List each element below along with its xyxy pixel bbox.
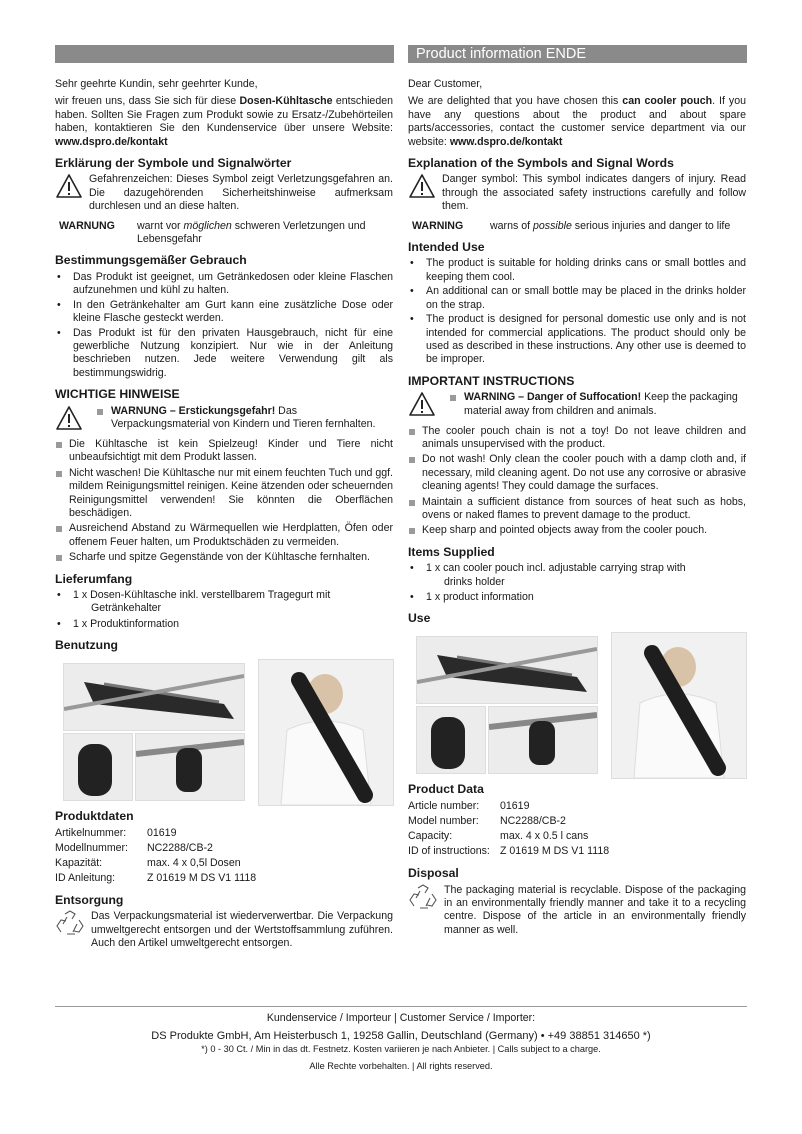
signal-emphasis: possible xyxy=(532,219,572,232)
suffocation-warning xyxy=(446,391,746,421)
product-data-row xyxy=(408,814,746,829)
warning-text: Keep the packaging material away from children and animals. xyxy=(464,391,738,417)
product-photo-open xyxy=(63,663,245,731)
warning-label: WARNUNG – Erstickungsgefahr! xyxy=(111,404,276,417)
supplied-line: 1 x Dosen-Kühltasche inkl. verstellbarem Tragegurt mit xyxy=(73,589,331,601)
disposal-heading: Entsorgung xyxy=(55,893,124,908)
product-data-heading: Produktdaten xyxy=(55,808,134,823)
recycle-icon xyxy=(55,910,91,950)
header-bar-left xyxy=(55,45,394,63)
header-bar-right xyxy=(408,45,747,63)
data-key: Modellnummer: xyxy=(55,842,129,855)
usage-heading: Benutzung xyxy=(55,638,118,653)
intended-use-list xyxy=(408,257,746,366)
list-item: Nicht waschen! Die Kühltasche nur mit einem feuchten Tuch und ggf. mildem Reinigungsmittel reinigen. Keine ätzenden oder scheuernden Reinigungsmittel verwenden! Sie könnten die Oberflächen beschädigen. xyxy=(55,467,393,521)
data-value: NC2288/CB-2 xyxy=(147,842,213,855)
list-item: • Das Produkt ist geeignet, um Getränkedosen oder kleine Flaschen aufzunehmen und kühl zu halten. xyxy=(55,271,393,298)
intro-text xyxy=(408,95,746,149)
contact-url[interactable]: www.dspro.de/kontakt xyxy=(55,135,168,148)
data-value: Z 01619 M DS V1 1118 xyxy=(500,845,610,858)
data-value: max. 4 x 0,5l Dosen xyxy=(147,857,241,870)
list-item: • In den Getränkehalter am Gurt kann eine zusätzliche Dose oder kleine Flasche gesteckt werden. xyxy=(55,299,393,326)
disposal-text: The packaging material is recyclable. Dispose of the packaging in an environmentally friendly manner and take it to a recycling centre. Dispose of the article in an environmentally friendly manner as well. xyxy=(444,883,746,936)
list-item: Scharfe und spitze Gegenstände von der Kühltasche fernhalten. xyxy=(55,551,393,564)
signal-description xyxy=(490,220,746,233)
signal-word: WARNUNG xyxy=(59,219,115,232)
intro-part: . If you have any questions about the product and about spare parts/accessories, contact the customer service department via our website: xyxy=(408,95,746,148)
list-item: Maintain a sufficient distance from sources of heat such as hobs, ovens or naked flames to prevent damage to the product. xyxy=(408,496,746,523)
intended-use-heading: Intended Use xyxy=(408,240,485,255)
warning-label: WARNING – Danger of Suffocation! xyxy=(464,391,642,404)
footer-address xyxy=(0,1030,802,1042)
footer-rights: Alle Rechte vorbehalten. | All rights reserved. xyxy=(309,1061,493,1071)
list-item: • 1 x Produktinformation xyxy=(55,618,393,631)
usage-heading: Use xyxy=(408,611,431,626)
intro-product: can cooler pouch xyxy=(622,95,713,108)
data-key: ID Anleitung: xyxy=(55,872,116,885)
supplied-list xyxy=(55,589,393,631)
symbols-heading: Explanation of the Symbols and Signal Words xyxy=(408,156,674,171)
list-item: The cooler pouch chain is not a toy! Do not leave children and animals unsupervised with the product. xyxy=(408,425,746,452)
list-item xyxy=(55,589,393,616)
signal-description xyxy=(137,220,393,247)
data-value: Z 01619 M DS V1 1118 xyxy=(147,872,257,885)
footer-divider xyxy=(55,1006,747,1007)
product-data-row xyxy=(408,799,746,814)
page-title: Product information ENDE xyxy=(416,46,587,62)
important-heading: WICHTIGE HINWEISE xyxy=(55,387,180,402)
product-photo-pouch xyxy=(416,706,486,774)
contact-url[interactable]: www.dspro.de/kontakt xyxy=(449,135,563,148)
danger-symbol-text: Gefahrenzeichen: Dieses Symbol zeigt Verletzungsgefahren an. Die dazugehörenden Sicherheitshinweise aufmerksam durchlesen und an diese halten. xyxy=(89,173,393,213)
danger-symbol-text: Danger symbol: This symbol indicates dangers of injury. Read through the associated safety instructions carefully and follow them. xyxy=(442,173,746,213)
product-photo-pouch xyxy=(63,733,133,801)
supplied-heading: Lieferumfang xyxy=(55,571,133,586)
signal-word: WARNING xyxy=(412,219,464,232)
intended-use-heading: Bestimmungsgemäßer Gebrauch xyxy=(55,253,247,268)
signal-part: warnt vor xyxy=(137,219,184,232)
signal-emphasis: möglichen xyxy=(183,219,232,232)
list-item xyxy=(408,562,746,589)
product-data-row xyxy=(55,841,393,856)
supplied-line: drinks holder xyxy=(444,575,505,588)
signal-part: schweren Verletzungen und Lebensgefahr xyxy=(137,219,366,246)
data-key: ID of instructions: xyxy=(408,845,490,858)
product-photo-holder xyxy=(488,706,598,774)
column-de xyxy=(55,78,393,951)
data-value: NC2288/CB-2 xyxy=(500,815,566,828)
usage-photos xyxy=(55,659,393,804)
supplied-line: 1 x can cooler pouch incl. adjustable carrying strap with xyxy=(426,562,686,575)
signal-part: serious injuries and danger to life xyxy=(571,219,731,232)
product-data-row xyxy=(408,844,746,859)
disposal-heading: Disposal xyxy=(408,866,459,881)
warning-triangle-icon xyxy=(55,405,93,435)
intended-use-list xyxy=(55,271,393,380)
product-data-row xyxy=(408,829,746,844)
list-item: • An additional can or small bottle may be placed in the drinks holder on the strap. xyxy=(408,285,746,312)
product-data-row xyxy=(55,826,393,841)
column-en xyxy=(408,78,746,937)
recycle-icon xyxy=(408,884,444,938)
list-item: • The product is designed for personal domestic use only and is not intended for commercial applications. The product should only be used as described in these instructions. Any other use is deemed to be improper. xyxy=(408,313,746,367)
product-data-row xyxy=(55,871,393,886)
greeting: Sehr geehrte Kundin, sehr geehrter Kunde, xyxy=(55,78,258,90)
data-value: 01619 xyxy=(147,827,177,840)
intro-part: entschieden haben. Sollten Sie Fragen zum Produkt sowie zu Ersatz-/Zubehörteilen haben, kontaktieren Sie den Kundenservice über unsere Website: xyxy=(55,95,394,135)
list-item: Ausreichend Abstand zu Wärmequellen wie Herdplatten, Öfen oder offenem Feuer halten, um Produktschäden zu vermeiden. xyxy=(55,522,393,549)
data-key: Model number: xyxy=(408,815,479,828)
footer-address-text: DS Produkte GmbH, Am Heisterbusch 1, 19258 Gallin, Deutschland (Germany) • +49 38851 314650 *) xyxy=(151,1030,651,1042)
product-data-heading: Product Data xyxy=(408,781,484,796)
warning-triangle-icon xyxy=(408,391,446,421)
product-data-row xyxy=(55,856,393,871)
intro-text xyxy=(55,95,393,149)
product-photo-worn xyxy=(258,659,394,806)
data-key: Capacity: xyxy=(408,830,453,843)
intro-part: wir freuen uns, dass Sie sich für diese xyxy=(55,95,240,108)
data-key: Artikelnummer: xyxy=(55,827,127,840)
footer-service-line: Kundenservice / Importeur | Customer Service / Importer: xyxy=(266,1012,536,1024)
supplied-heading: Items Supplied xyxy=(408,544,495,559)
list-item: Die Kühltasche ist kein Spielzeug! Kinder und Tiere nicht unbeaufsichtigt mit dem Produkt lassen. xyxy=(55,438,393,465)
warning-text: Das Verpackungsmaterial von Kindern und Tieren fernhalten. xyxy=(111,404,376,430)
suffocation-warning xyxy=(93,405,393,435)
warning-triangle-icon xyxy=(55,173,89,203)
signal-part: warns of xyxy=(490,219,533,232)
footer-note: *) 0 - 30 Ct. / Min in das dt. Festnetz. Kosten variieren je nach Anbieter. | Calls subject to a charge. xyxy=(201,1044,601,1054)
product-photo-open xyxy=(416,636,598,704)
list-item: • The product is suitable for holding drinks cans or small bottles and keeping them cool. xyxy=(408,257,746,284)
intro-part: We are delighted that you have chosen this xyxy=(408,95,623,108)
supplied-line: Getränkehalter xyxy=(91,602,162,615)
product-photo-holder xyxy=(135,733,245,801)
data-key: Article number: xyxy=(408,800,480,813)
list-item: Keep sharp and pointed objects away from the cooler pouch. xyxy=(408,524,746,537)
product-photo-worn xyxy=(611,632,747,779)
important-list xyxy=(55,438,393,565)
supplied-list xyxy=(408,562,746,604)
data-value: 01619 xyxy=(500,800,530,813)
list-item: Do not wash! Only clean the cooler pouch with a damp cloth and, if necessary, mild cleaning agent. Do not use any corrosive or abrasive cleaning agents! They could damage the surfaces. xyxy=(408,453,746,493)
list-item: • Das Produkt ist für den privaten Hausgebrauch, nicht für eine gewerbliche Nutzung konzipiert. Nur wie in der Anleitung beschrieben nutzen. Jede weitere Verwendung gilt als bestimmungswidrig. xyxy=(55,327,393,381)
important-heading: IMPORTANT INSTRUCTIONS xyxy=(408,373,575,388)
usage-photos xyxy=(408,632,746,777)
symbols-heading: Erklärung der Symbole und Signalwörter xyxy=(55,156,292,171)
list-item: • 1 x product information xyxy=(408,591,746,604)
data-value: max. 4 x 0.5 l cans xyxy=(500,830,589,843)
greeting: Dear Customer, xyxy=(408,78,483,90)
disposal-text: Das Verpackungsmaterial ist wiederverwertbar. Die Verpackung umweltgerecht entsorgen und der Wertstoffsammlung zuführen. Auch den Artikel umweltgerecht entsorgen. xyxy=(91,910,393,950)
warning-triangle-icon xyxy=(408,173,442,203)
data-key: Kapazität: xyxy=(55,857,103,870)
important-list xyxy=(408,425,746,538)
intro-product: Dosen-Kühltasche xyxy=(239,95,333,108)
